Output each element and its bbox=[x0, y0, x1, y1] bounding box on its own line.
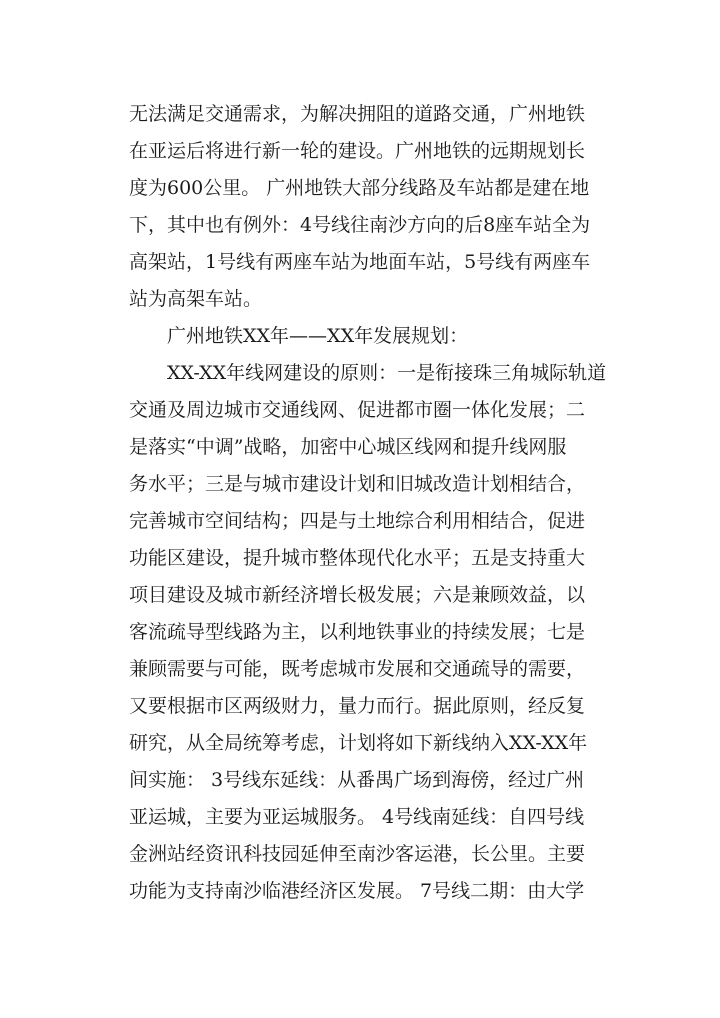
paragraph-construction-principles bbox=[129, 355, 607, 910]
text-line: 无法满足交通需求，为解决拥阻的道路交通，广州地铁 bbox=[129, 103, 586, 125]
text-line: 客流疏导型线路为主，以利地铁事业的持续发展；七是 bbox=[129, 621, 586, 643]
text-line: 完善城市空间结构；四是与土地综合利用相结合，促进 bbox=[129, 510, 586, 532]
text-line: XX-XX年线网建设的原则：一是衔接珠三角城际轨道 bbox=[167, 362, 607, 384]
text-line: 兼顾需要与可能，既考虑城市发展和交通疏导的需要， bbox=[129, 658, 586, 680]
text-line: 务水平；三是与城市建设计划和旧城改造计划相结合， bbox=[129, 473, 586, 495]
text-line: 研究，从全局统筹考虑，计划将如下新线纳入XX-XX年 bbox=[129, 732, 588, 754]
text-line: 下，其中也有例外：4号线往南沙方向的后8座车站全为 bbox=[129, 214, 591, 236]
text-line: 项目建设及城市新经济增长极发展；六是兼顾效益，以 bbox=[129, 584, 586, 606]
text-line: 又要根据市区两级财力，量力而行。据此原则，经反复 bbox=[129, 695, 586, 717]
section-heading: 广州地铁XX年——XX年发展规划： bbox=[167, 325, 469, 347]
text-line: 是落实“中调”战略，加密中心城区线网和提升线网服 bbox=[129, 436, 567, 458]
text-line: 度为600公里。 广州地铁大部分线路及车站都是建在地 bbox=[129, 177, 590, 199]
paragraph-metro-expansion bbox=[129, 96, 599, 318]
text-line: 在亚运后将进行新一轮的建设。广州地铁的远期规划长 bbox=[129, 140, 586, 162]
text-line: 金洲站经资讯科技园延伸至南沙客运港，长公里。主要 bbox=[129, 843, 586, 865]
text-line: 功能为支持南沙临港经济区发展。 7号线二期：由大学 bbox=[129, 880, 585, 902]
text-line: 亚运城，主要为亚运城服务。 4号线南延线：自四号线 bbox=[129, 806, 585, 828]
text-line: 高架站，1号线有两座车站为地面车站，5号线有两座车 bbox=[129, 251, 591, 273]
text-line: 功能区建设，提升城市整体现代化水平；五是支持重大 bbox=[129, 547, 586, 569]
paragraph-plan-heading bbox=[129, 318, 599, 355]
document-body bbox=[129, 96, 607, 910]
text-line: 交通及周边城市交通线网、促进都市圈一体化发展；二 bbox=[129, 399, 586, 421]
text-line: 站为高架车站。 bbox=[129, 288, 263, 310]
text-line: 间实施： 3号线东延线：从番禺广场到海傍，经过广州 bbox=[129, 769, 585, 791]
